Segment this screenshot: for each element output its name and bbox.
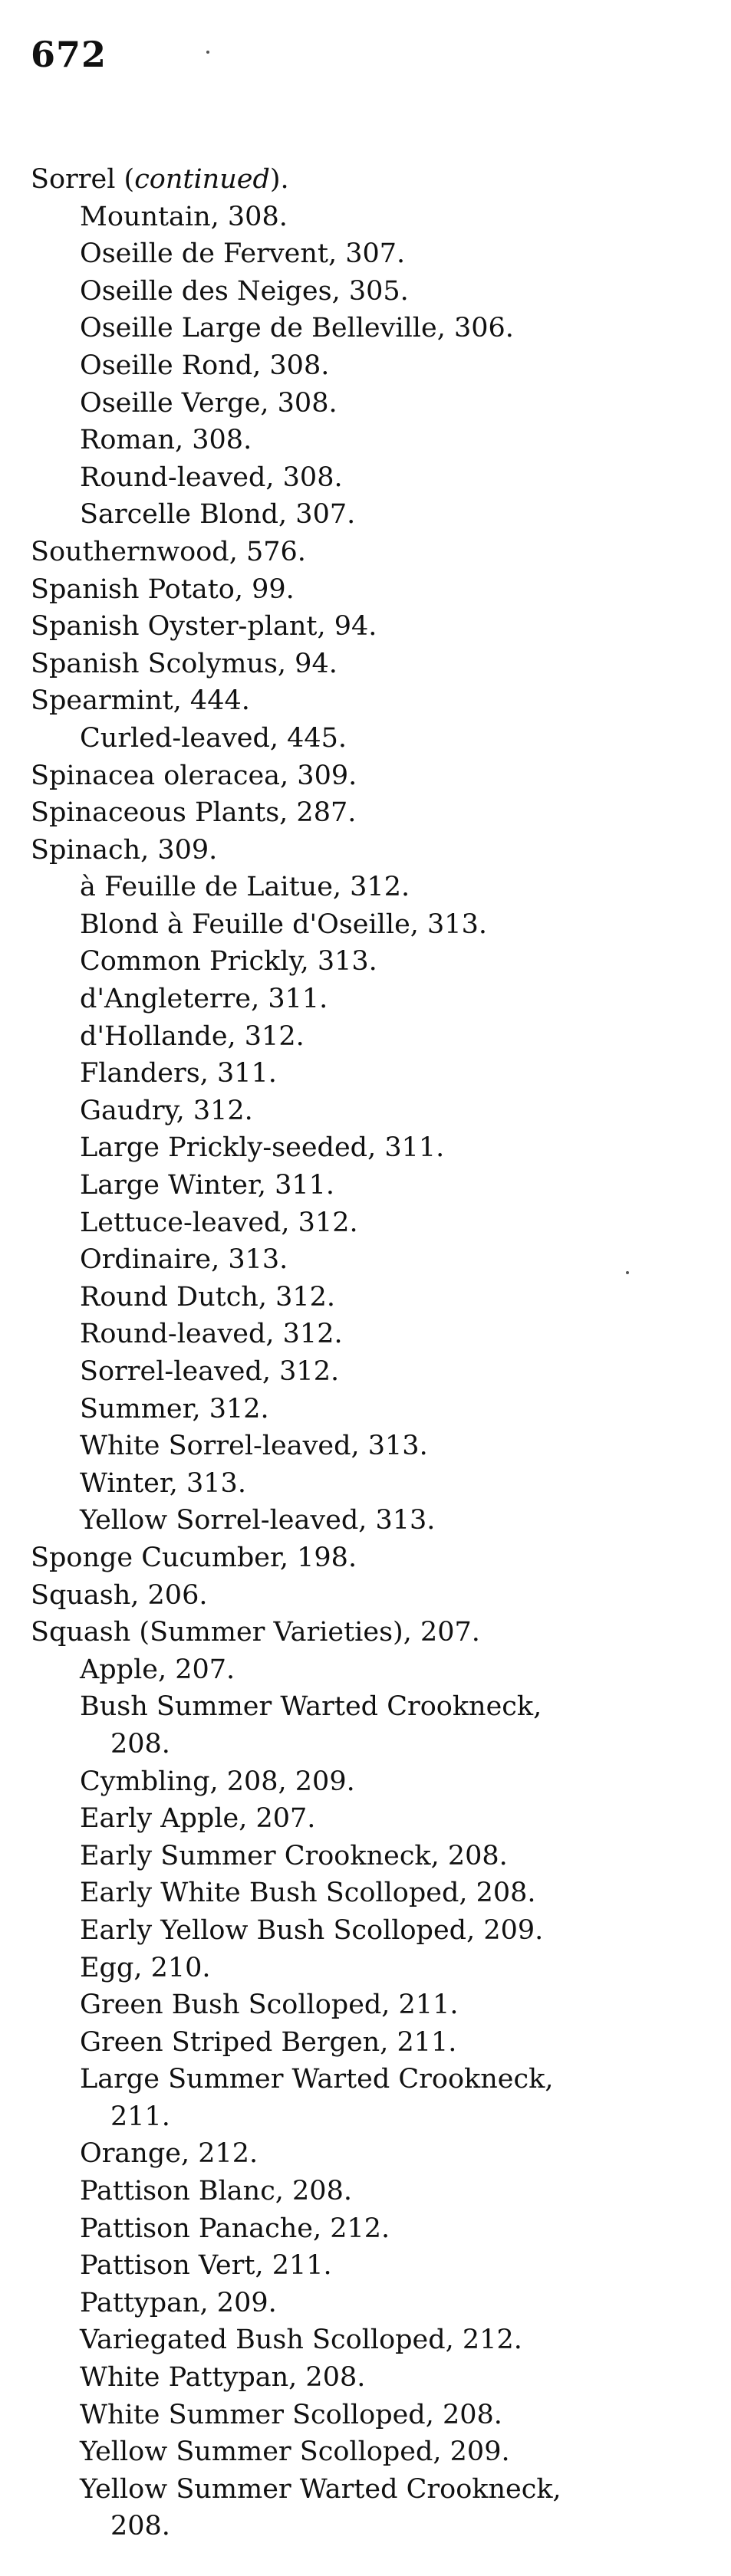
- entry-text: Early Apple, 207.: [80, 1803, 316, 1835]
- index-subentry: [31, 1353, 721, 1391]
- entry-text: Orange, 212.: [80, 2138, 258, 2170]
- entry-text: Oseille des Neiges, 305.: [80, 275, 409, 307]
- index-entry: [31, 534, 721, 571]
- entry-text: Apple, 207.: [80, 1654, 235, 1685]
- entry-text: Large Prickly-seeded, 311.: [80, 1132, 445, 1164]
- entry-text: Bush Summer Warted Crookneck,: [80, 1691, 542, 1723]
- entry-text: Sponge Cucumber, 198.: [31, 1542, 357, 1573]
- index-subentry: [31, 310, 721, 347]
- entry-text: Oseille Rond, 308.: [80, 350, 330, 381]
- entry-text: d'Hollande, 312.: [80, 1020, 305, 1052]
- index-subentry: [31, 2210, 721, 2248]
- entry-text: Blond à Feuille d'Oseille, 313.: [80, 909, 487, 940]
- entry-text: Summer, 312.: [80, 1393, 269, 1424]
- entry-text: Round-leaved, 312.: [80, 1319, 343, 1350]
- entry-text: Ordinaire, 313.: [80, 1244, 288, 1276]
- entry-text: Early Yellow Bush Scolloped, 209.: [80, 1914, 544, 1946]
- entry-text: Pattison Panache, 212.: [80, 2213, 390, 2244]
- entry-text: Spanish Potato, 99.: [31, 573, 295, 605]
- index-subentry: [31, 2061, 721, 2135]
- index-subentry: [31, 1875, 721, 1912]
- entry-text: Flanders, 311.: [80, 1058, 277, 1089]
- entry-text: Yellow Summer Warted Crookneck,: [80, 2473, 561, 2505]
- index-subentry: [31, 385, 721, 422]
- stray-ink-dot-top: [206, 51, 209, 54]
- entry-text: Pattypan, 209.: [80, 2287, 277, 2318]
- entry-text: Oseille Verge, 308.: [80, 387, 338, 419]
- entry-text: Southernwood, 576.: [31, 536, 306, 567]
- entry-text: Early Summer Crookneck, 208.: [80, 1840, 508, 1871]
- index-entry: [31, 1539, 721, 1577]
- entry-text: Spinaceous Plants, 287.: [31, 797, 357, 829]
- index-subentry: [31, 1391, 721, 1428]
- entry-text: White Summer Scolloped, 208.: [80, 2399, 502, 2430]
- index-subentry: [31, 1651, 721, 1689]
- index-entry: [31, 646, 721, 683]
- index-list: [31, 161, 721, 2545]
- entry-text: Common Prickly, 313.: [80, 946, 377, 978]
- index-subentry: [31, 1204, 721, 1242]
- entry-text: Squash (Summer Varieties), 207.: [31, 1617, 480, 1648]
- index-entry: [31, 608, 721, 646]
- index-subentry: [31, 2247, 721, 2285]
- entry-text: Curled-leaved, 445.: [80, 722, 347, 754]
- index-subentry: [31, 422, 721, 459]
- entry-continuation: 208.: [110, 1728, 170, 1760]
- index-subentry: [31, 2471, 721, 2545]
- entry-text: Oseille Large de Belleville, 306.: [80, 313, 514, 344]
- index-subentry: [31, 1502, 721, 1539]
- index-subentry: [31, 496, 721, 534]
- entry-text: Egg, 210.: [80, 1952, 211, 1983]
- index-subentry: [31, 2359, 721, 2397]
- index-entry: [31, 832, 721, 869]
- entry-tail: ).: [269, 164, 289, 195]
- entry-text: Large Winter, 311.: [80, 1170, 335, 1201]
- entry-text: Green Bush Scolloped, 211.: [80, 1990, 459, 2021]
- index-subentry: [31, 1316, 721, 1353]
- index-subentry: [31, 1167, 721, 1204]
- entry-text: Winter, 313.: [80, 1467, 246, 1499]
- entry-text: Oseille de Fervent, 307.: [80, 238, 406, 270]
- entry-text: Green Striped Bergen, 211.: [80, 2026, 457, 2058]
- index-subentry: [31, 1428, 721, 1465]
- entry-text: Pattison Blanc, 208.: [80, 2176, 352, 2207]
- index-subentry: [31, 199, 721, 236]
- index-subentry: [31, 1279, 721, 1316]
- index-subentry: [31, 943, 721, 981]
- entry-text: Gaudry, 312.: [80, 1095, 253, 1126]
- entry-text: Early White Bush Scolloped, 208.: [80, 1878, 536, 1909]
- index-subentry: [31, 2135, 721, 2173]
- index-subentry: [31, 869, 721, 906]
- entry-text: Pattison Vert, 211.: [80, 2250, 332, 2282]
- index-entry: [31, 1577, 721, 1615]
- index-entry: [31, 794, 721, 832]
- entry-text: d'Angleterre, 311.: [80, 984, 328, 1015]
- entry-text: Cymbling, 208, 209.: [80, 1766, 355, 1797]
- entry-text: Spinach, 309.: [31, 834, 218, 866]
- index-subentry: [31, 2024, 721, 2062]
- index-subentry: [31, 1465, 721, 1503]
- index-subentry: [31, 1800, 721, 1838]
- entry-continuation: 208.: [110, 2511, 170, 2542]
- entry-text: Squash, 206.: [31, 1579, 208, 1611]
- entry-text: Lettuce-leaved, 312.: [80, 1207, 358, 1238]
- index-subentry: [31, 1055, 721, 1092]
- index-entry: [31, 757, 721, 795]
- entry-text: Spearmint, 444.: [31, 685, 250, 717]
- entry-text: Round-leaved, 308.: [80, 462, 343, 493]
- index-subentry: [31, 981, 721, 1018]
- index-subentry: [31, 1129, 721, 1167]
- index-subentry: [31, 273, 721, 310]
- entry-text: Spinacea oleracea, 309.: [31, 760, 357, 791]
- entry-text: Spanish Oyster-plant, 94.: [31, 611, 377, 642]
- entry-text: à Feuille de Laitue, 312.: [80, 872, 410, 903]
- entry-text: Sorrel (: [31, 164, 135, 195]
- entry-text: Mountain, 308.: [80, 201, 288, 232]
- entry-text: Sorrel-leaved, 312.: [80, 1356, 340, 1387]
- page-number: 672: [31, 34, 107, 75]
- index-subentry: [31, 347, 721, 385]
- index-subentry: [31, 1838, 721, 1875]
- index-subentry: [31, 1986, 721, 2024]
- entry-italic-note: continued: [134, 164, 270, 195]
- entry-text: Roman, 308.: [80, 425, 252, 456]
- entry-text: Variegated Bush Scolloped, 212.: [80, 2325, 522, 2356]
- index-subentry: [31, 1241, 721, 1279]
- index-subentry: [31, 2433, 721, 2471]
- index-entry: [31, 571, 721, 609]
- index-subentry: [31, 1912, 721, 1950]
- entry-text: Round Dutch, 312.: [80, 1281, 336, 1313]
- index-subentry: [31, 2397, 721, 2434]
- index-subentry: [31, 235, 721, 273]
- index-subentry: [31, 459, 721, 497]
- entry-text: Yellow Sorrel-leaved, 313.: [80, 1505, 436, 1536]
- index-entry: [31, 1614, 721, 1651]
- entry-text: Yellow Summer Scolloped, 209.: [80, 2436, 510, 2468]
- entry-continuation: 211.: [110, 2101, 170, 2132]
- entry-text: White Pattypan, 208.: [80, 2362, 366, 2394]
- entry-text: Large Summer Warted Crookneck,: [80, 2064, 554, 2095]
- entry-text: White Sorrel-leaved, 313.: [80, 1431, 428, 1462]
- index-subentry: [31, 1018, 721, 1056]
- index-subentry: [31, 2173, 721, 2210]
- entry-text: Sarcelle Blond, 307.: [80, 499, 356, 531]
- index-entry: [31, 682, 721, 720]
- index-entry: [31, 161, 721, 199]
- index-subentry: [31, 1950, 721, 1987]
- index-subentry: [31, 906, 721, 944]
- index-subentry: [31, 1092, 721, 1130]
- index-subentry: [31, 720, 721, 757]
- index-subentry: [31, 1763, 721, 1801]
- index-subentry: [31, 2321, 721, 2359]
- index-subentry: [31, 1688, 721, 1763]
- entry-text: Spanish Scolymus, 94.: [31, 648, 338, 679]
- index-subentry: [31, 2285, 721, 2322]
